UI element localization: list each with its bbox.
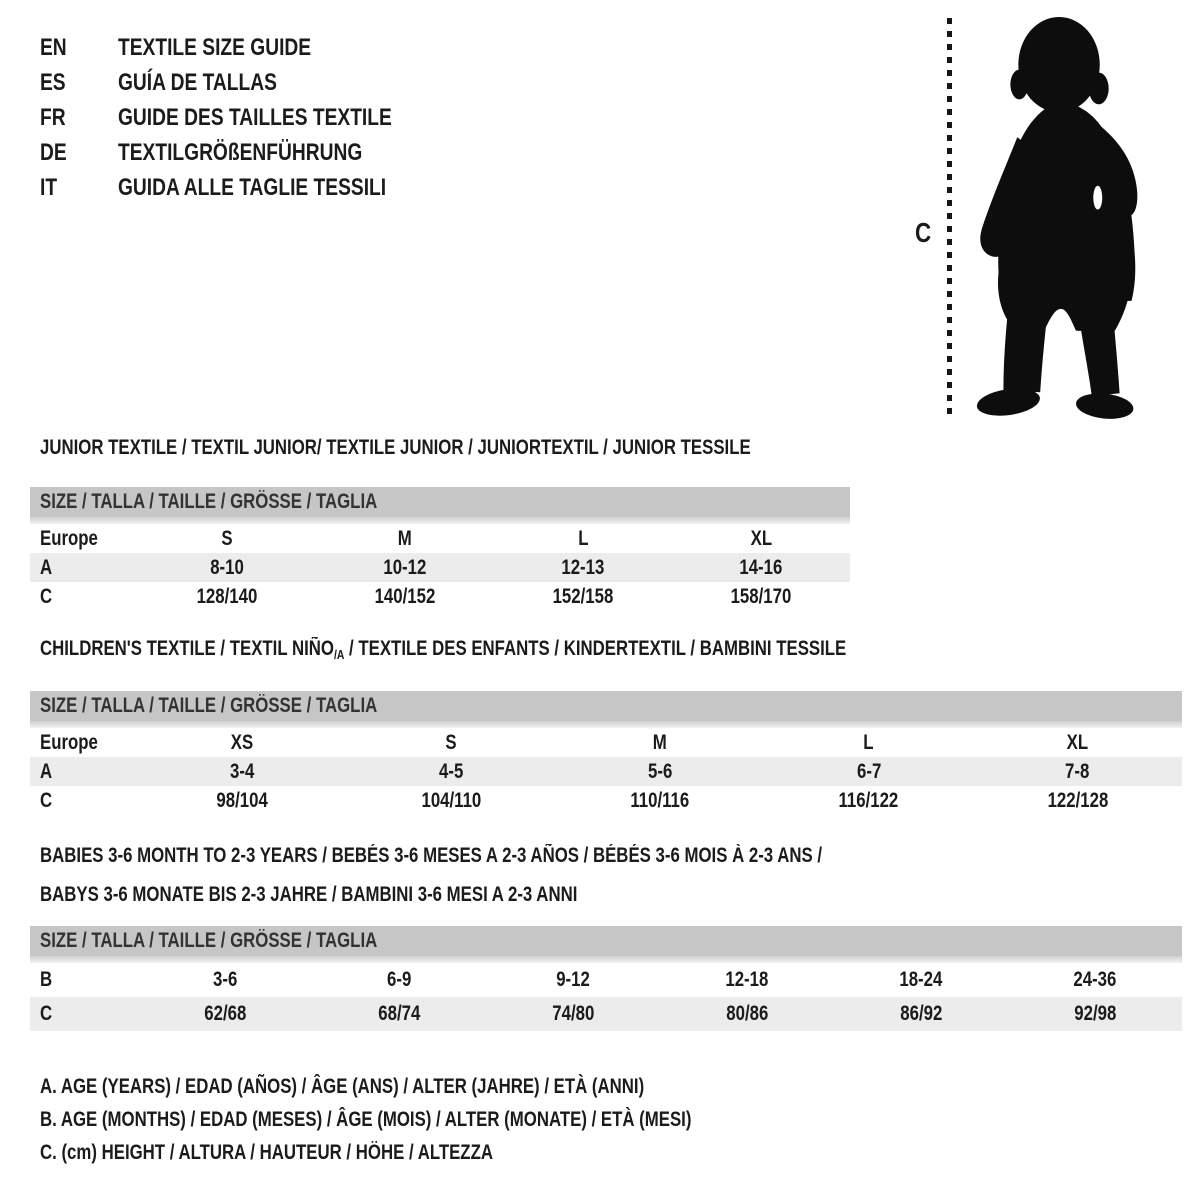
cell: M <box>398 526 412 550</box>
cell: 7-8 <box>1065 759 1090 783</box>
cell: 12-13 <box>561 555 605 579</box>
cell: S <box>221 526 233 550</box>
size-header-label: SIZE / TALLA / TAILLE / GRÖSSE / TAGLIA <box>40 694 378 717</box>
silhouette-leg-left <box>1003 306 1048 392</box>
size-header-bar-strip <box>30 956 1182 963</box>
guide-title-en: TEXTILE SIZE GUIDE <box>118 33 312 61</box>
cell: 18-24 <box>899 968 943 991</box>
legend-line-a: A. AGE (YEARS) / EDAD (AÑOS) / ÂGE (ANS) / ALTER (JAHRE) / ETÀ (ANNI) <box>40 1074 645 1098</box>
language-row-es <box>40 65 460 100</box>
children-size-table <box>30 691 1182 815</box>
cell: XS <box>231 730 254 754</box>
guide-title-it: GUIDA ALLE TAGLIE TESSILI <box>118 173 387 201</box>
cell: 110/116 <box>630 788 690 812</box>
cell: 4-5 <box>439 759 464 783</box>
table-row-europe <box>30 728 1182 757</box>
language-code: FR <box>40 103 66 131</box>
size-header-bar <box>30 926 1182 956</box>
row-label: B <box>40 968 53 991</box>
table-row-height <box>30 582 850 611</box>
junior-section-title: JUNIOR TEXTILE / TEXTIL JUNIOR/ TEXTILE JUNIOR / JUNIORTEXTIL / JUNIOR TESSILE <box>40 436 751 459</box>
cell: 104/110 <box>421 788 482 812</box>
table-row-age-months <box>30 963 1182 997</box>
language-row-en <box>40 30 460 65</box>
language-code: IT <box>40 173 58 201</box>
height-measure-dashed-line <box>947 18 952 416</box>
size-header-label: SIZE / TALLA / TAILLE / GRÖSSE / TAGLIA <box>40 929 378 952</box>
legend-line-c: C. (cm) HEIGHT / ALTURA / HAUTEUR / HÖHE / ALTEZZA <box>40 1140 493 1164</box>
size-header-bar <box>30 691 1182 721</box>
baby-silhouette-image <box>962 13 1167 425</box>
cell: 6-7 <box>856 759 881 783</box>
cell: 98/104 <box>216 788 269 812</box>
cell: 3-6 <box>212 968 238 991</box>
language-row-it <box>40 170 460 205</box>
cell: 74/80 <box>551 1002 595 1025</box>
cell: S <box>445 730 457 754</box>
table-row-europe <box>30 524 850 553</box>
language-row-fr <box>40 100 460 135</box>
cell: 140/152 <box>374 584 436 608</box>
junior-size-table <box>30 487 850 611</box>
cell: 128/140 <box>196 584 258 608</box>
silhouette-ear-left <box>1010 70 1028 100</box>
cell: XL <box>1066 730 1089 754</box>
language-code: EN <box>40 33 67 61</box>
language-code: DE <box>40 138 67 166</box>
cell: 12-18 <box>725 968 769 991</box>
babies-size-table <box>30 926 1182 1031</box>
cell: 68/74 <box>377 1002 421 1025</box>
babies-section-title: BABIES 3-6 MONTH TO 2-3 YEARS / BEBÉS 3-6 MESES A 2-3 AÑOS / BÉBÉS 3-6 MOIS À 2-3 ANS / BABYS 3-6 MONATE BIS 2-3 JAHRE / BAMBINI 3-6 MESI A 2-3 ANNI <box>40 844 823 906</box>
legend <box>40 1070 854 1169</box>
row-label: C <box>40 1002 53 1025</box>
silhouette-hand-gap <box>1093 186 1102 210</box>
row-label: C <box>40 788 53 812</box>
language-row-de <box>40 135 460 170</box>
guide-title-de: TEXTILGRÖßENFÜHRUNG <box>118 138 363 166</box>
row-label: Europe <box>40 526 98 550</box>
height-measure-label: C <box>914 217 932 248</box>
cell: 122/128 <box>1047 788 1108 812</box>
row-label: Europe <box>40 730 98 754</box>
silhouette-foot-right <box>1075 391 1135 422</box>
cell: 24-36 <box>1073 968 1117 991</box>
size-header-label: SIZE / TALLA / TAILLE / GRÖSSE / TAGLIA <box>40 490 378 513</box>
silhouette-head <box>1018 17 1099 112</box>
cell: 158/170 <box>730 584 792 608</box>
cell: 8-10 <box>210 555 244 579</box>
cell: 152/158 <box>552 584 614 608</box>
cell: 92/98 <box>1073 1002 1117 1025</box>
language-code: ES <box>40 68 66 96</box>
cell: 6-9 <box>386 968 412 991</box>
row-label: C <box>40 584 53 608</box>
cell: M <box>652 730 667 754</box>
cell: L <box>577 526 589 550</box>
table-row-height <box>30 786 1182 815</box>
row-label: A <box>40 759 53 783</box>
cell: 14-16 <box>739 555 783 579</box>
silhouette-leg-right <box>1078 309 1120 396</box>
size-header-bar-strip <box>30 517 850 524</box>
cell: L <box>863 730 874 754</box>
silhouette-ear-right <box>1089 73 1109 105</box>
cell: 10-12 <box>383 555 427 579</box>
legend-line-b: B. AGE (MONTHS) / EDAD (MESES) / ÂGE (MOIS) / ALTER (MONATE) / ETÀ (MESI) <box>40 1107 692 1131</box>
table-row-height <box>30 997 1182 1031</box>
nino-a-subscript: /A <box>333 647 345 662</box>
children-section-title: CHILDREN'S TEXTILE / TEXTIL NIÑO/A / TEXTILE DES ENFANTS / KINDERTEXTIL / BAMBINI TESSILE <box>40 637 847 662</box>
cell: 116/122 <box>838 788 899 812</box>
guide-title-fr: GUIDE DES TAILLES TEXTILE <box>118 103 392 131</box>
size-header-bar <box>30 487 850 517</box>
language-title-block <box>40 30 460 205</box>
cell: 5-6 <box>647 759 673 783</box>
guide-title-es: GUÍA DE TALLAS <box>118 68 277 96</box>
table-row-age <box>30 757 1182 786</box>
cell: 86/92 <box>899 1002 943 1025</box>
cell: 80/86 <box>725 1002 769 1025</box>
cell: 9-12 <box>556 968 590 991</box>
cell: 3-4 <box>230 759 255 783</box>
row-label: A <box>40 555 53 579</box>
cell: 62/68 <box>203 1002 247 1025</box>
size-header-bar-strip <box>30 721 1182 728</box>
table-row-age <box>30 553 850 582</box>
cell: XL <box>750 526 772 550</box>
